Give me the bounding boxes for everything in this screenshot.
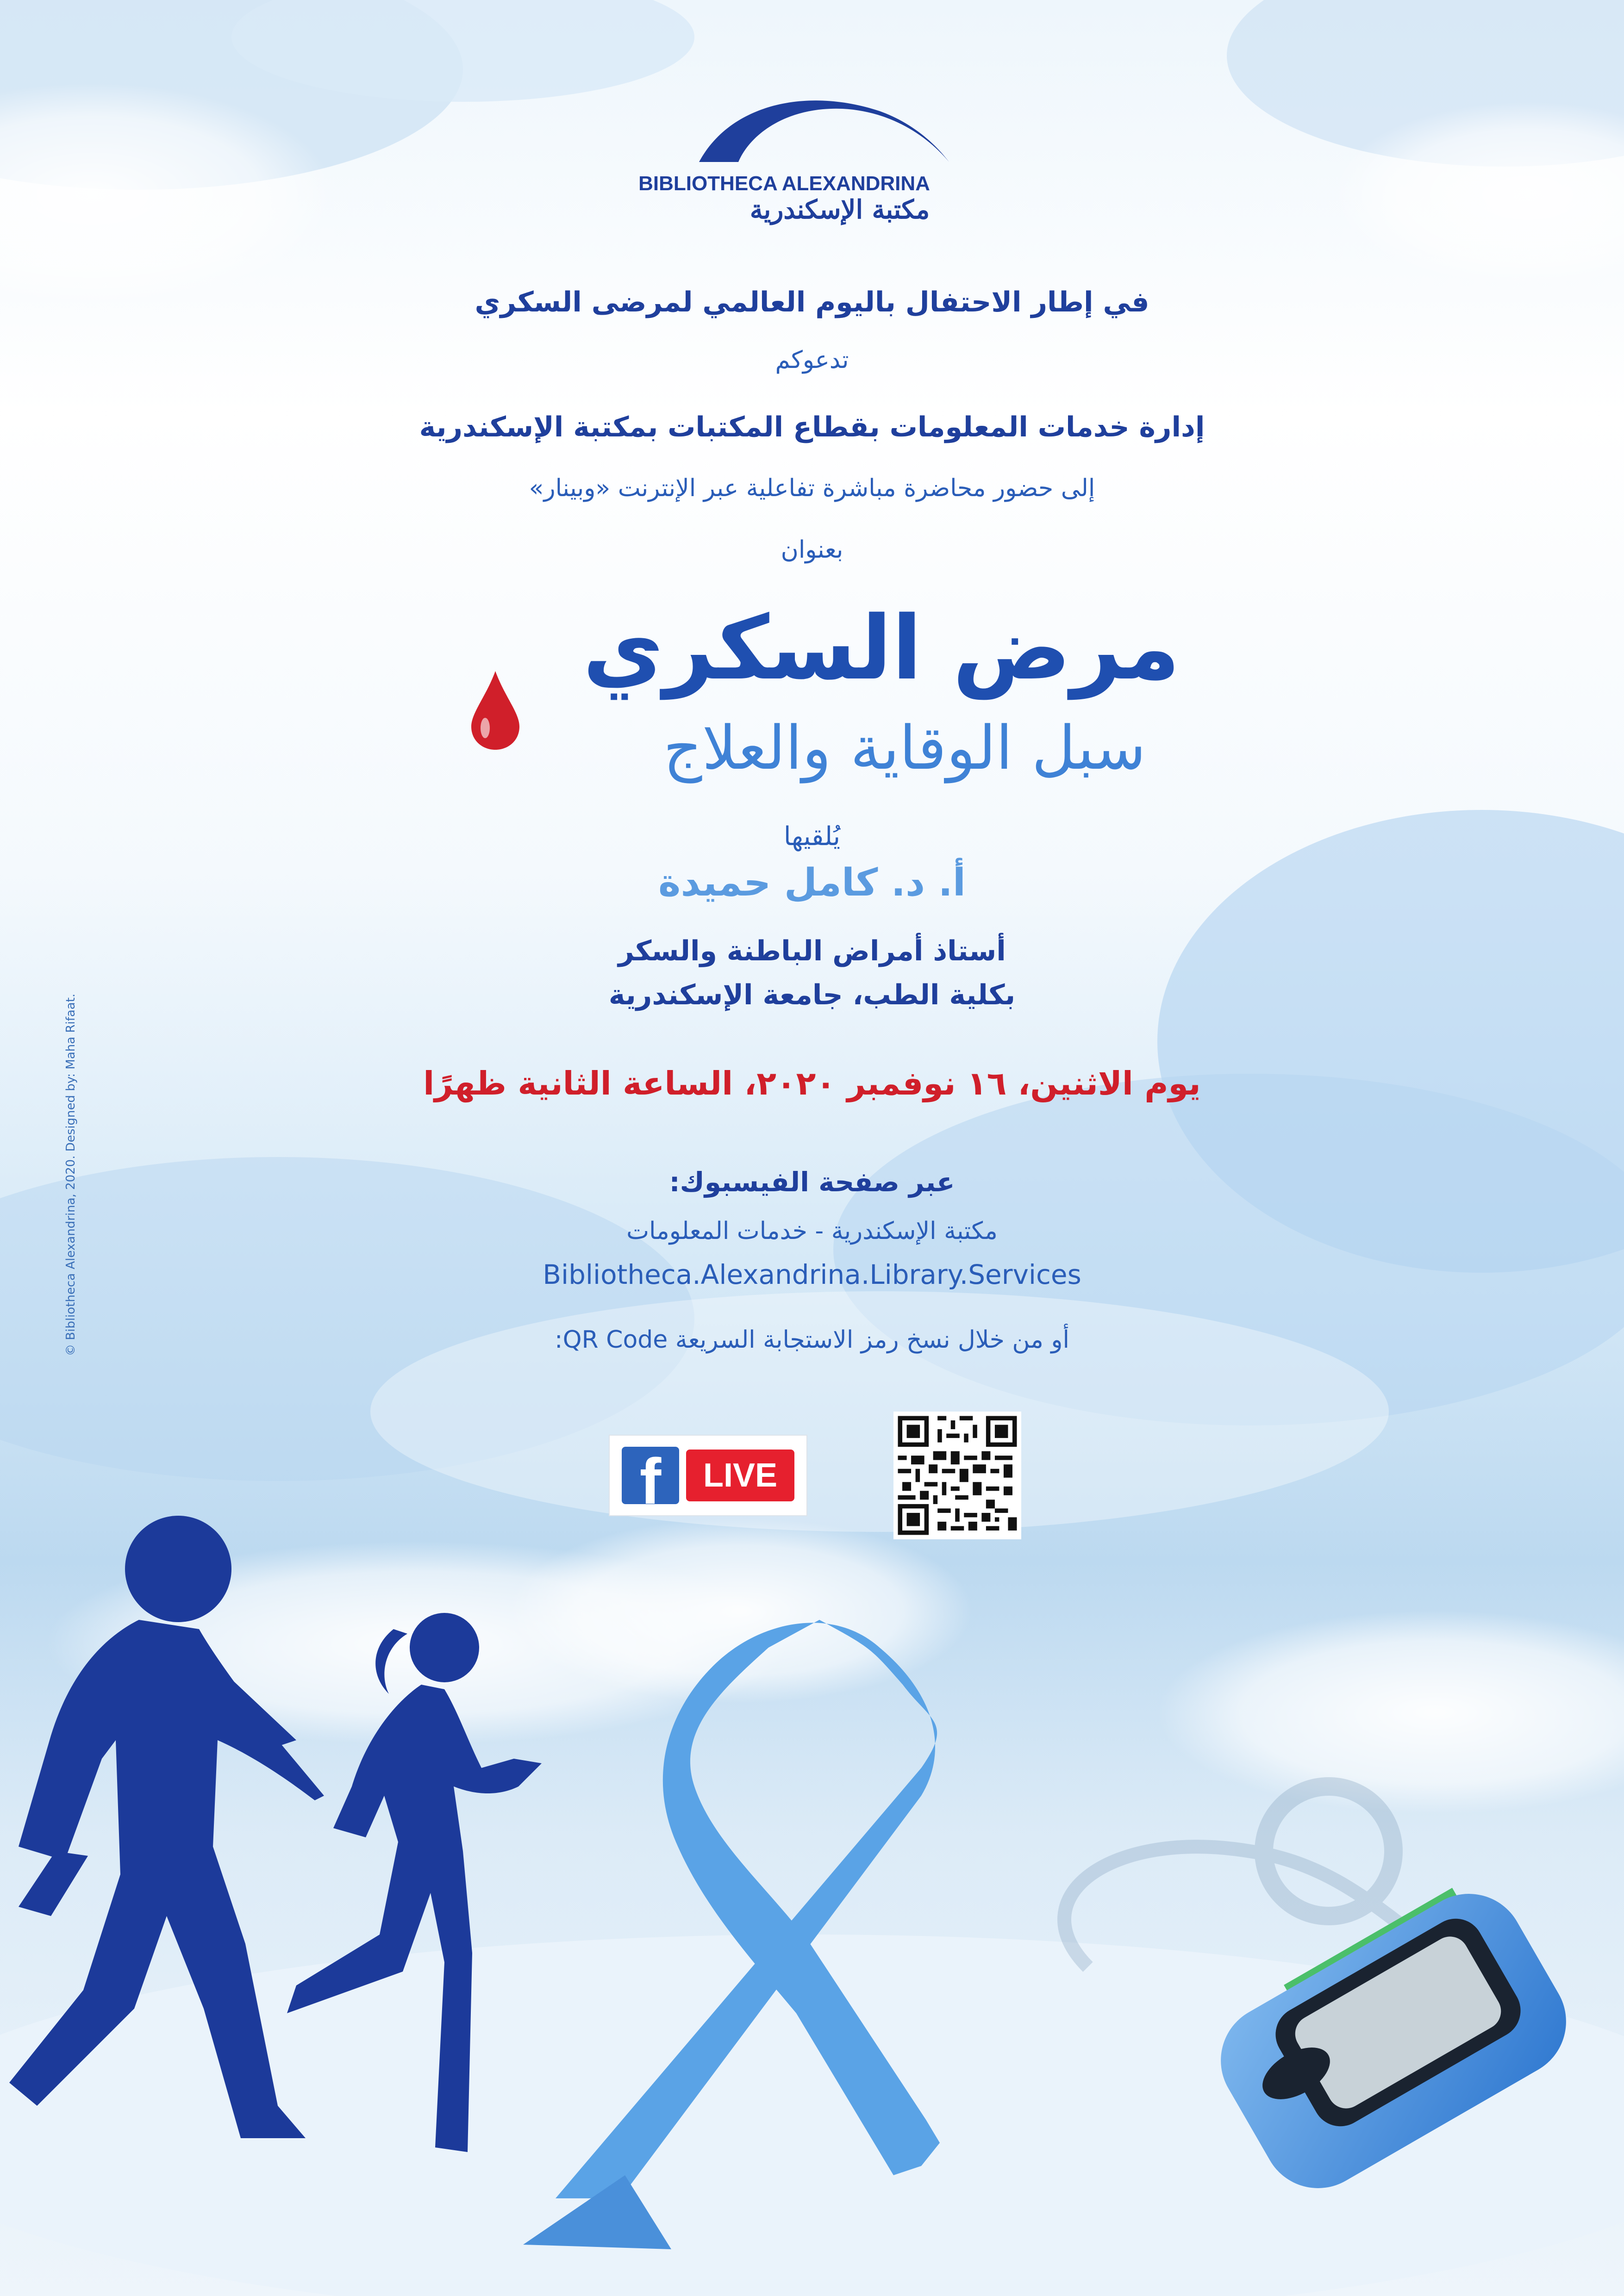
facebook-live-badge[interactable] (609, 1435, 807, 1516)
page-title: مرض السكري (582, 597, 1181, 699)
intro-line-1: في إطار الاحتفال باليوم العالمي لمرضى السكري (475, 286, 1149, 318)
logo-arc-icon (694, 83, 954, 167)
live-label: LIVE (686, 1450, 794, 1501)
logo-name-en: BIBLIOTHECA ALEXANDRINA (638, 172, 930, 195)
event-datetime: يوم الاثنين، ١٦ نوفمبر ٢٠٢٠، الساعة الثانية ظهرًا (423, 1064, 1201, 1102)
speaker-role-2: بكلية الطب، جامعة الإسكندرية (608, 979, 1016, 1011)
facebook-handle[interactable]: Bibliotheca.Alexandrina.Library.Services (543, 1259, 1081, 1290)
facebook-label: عبر صفحة الفيسبوك: (669, 1166, 955, 1198)
intro-line-3: إدارة خدمات المعلومات بقطاع المكتبات بمكتبة الإسكندرية (419, 411, 1205, 443)
facebook-icon (622, 1445, 679, 1518)
speaker-label: يُلقيها (783, 821, 841, 852)
facebook-letter: f (639, 1445, 662, 1518)
qr-code-pattern (893, 1412, 1021, 1539)
facebook-page-name: مكتبة الإسكندرية - خدمات المعلومات (626, 1217, 998, 1245)
intro-line-4: إلى حضور محاضرة مباشرة تفاعلية عبر الإنترنت «وبينار» (529, 474, 1095, 502)
qr-code-icon[interactable] (893, 1412, 1021, 1539)
copyright-credit: © Bibliotheca Alexandrina, 2020. Designed by: Maha Rifaat. (64, 993, 78, 1356)
intro-line-2: تدعوكم (775, 346, 849, 374)
intro-line-5: بعنوان (781, 536, 843, 564)
logo-name-ar: مكتبة الإسكندرية (750, 194, 930, 225)
speaker-role-1: أستاذ أمراض الباطنة والسكر (618, 935, 1006, 967)
speaker-name: أ. د. كامل حميدة (658, 861, 966, 905)
qr-note: أو من خلال نسخ رمز الاستجابة السريعة QR Code: (555, 1326, 1069, 1354)
page-subtitle: سبل الوقاية والعلاج (663, 713, 1146, 783)
